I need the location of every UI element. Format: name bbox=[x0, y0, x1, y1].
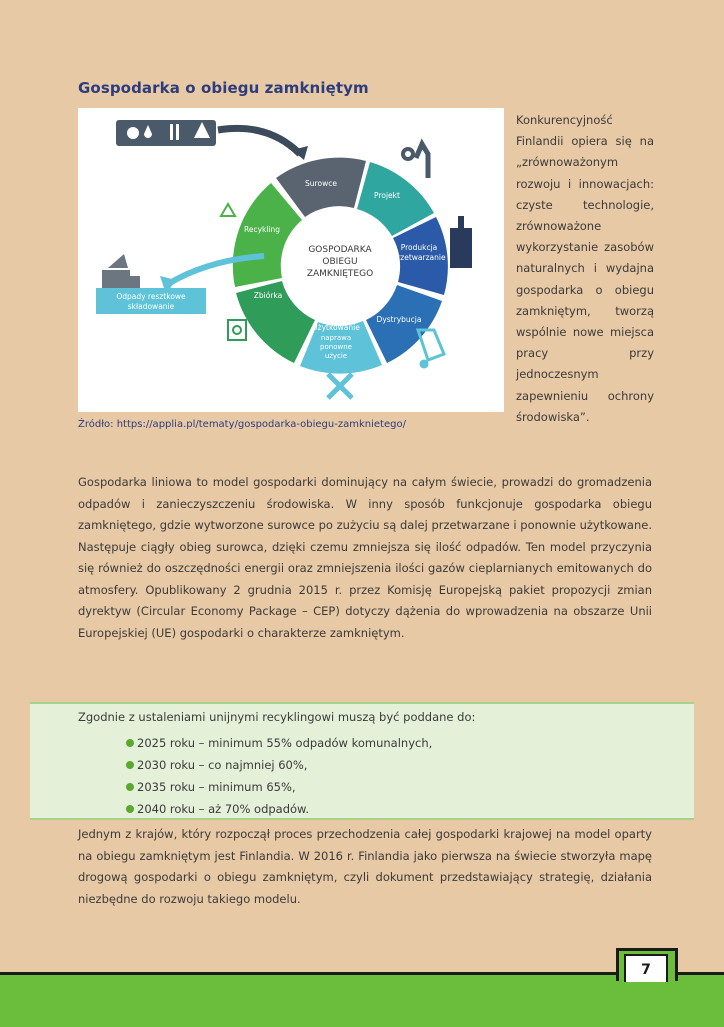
label-zbiorka: Zbiórka bbox=[253, 291, 283, 300]
recycle-bin-icon bbox=[228, 320, 246, 340]
bullet-icon bbox=[126, 805, 134, 813]
input-arrow bbox=[218, 128, 300, 154]
label-uzytkowanie-1: Użytkowanie bbox=[312, 323, 360, 332]
label-produkcja-2: przetwarzanie bbox=[392, 253, 446, 262]
targets-list bbox=[126, 732, 432, 820]
bullet-icon bbox=[126, 739, 134, 747]
label-dystrybucja: Dystrybucja bbox=[376, 315, 422, 324]
target-text: 2035 roku – minimum 65%, bbox=[137, 780, 296, 794]
recycling-targets-box bbox=[30, 702, 694, 820]
page-title: Gospodarka o obiegu zamkniętym bbox=[78, 79, 369, 97]
circular-economy-diagram bbox=[78, 108, 504, 412]
paragraph-2: Jednym z krajów, który rozpoczął proces przechodzenia całej gospodarki krajowej na model oparty na obiegu zamkniętym jest Finlandia. W 2016 r. Finlandia jako pierwsza na świecie stworzyła mapę drogową gospodarki o obiegu zamkniętym, czyli dokument przedstawiający strategię, działania niezbędne do rozwoju takiego modelu. bbox=[78, 827, 652, 906]
page-number: 7 bbox=[624, 954, 668, 982]
label-projekt: Projekt bbox=[374, 191, 400, 200]
waste-label-1: Odpady resztkowe bbox=[116, 292, 186, 301]
source-caption: Źródło: https://applia.pl/tematy/gospodarka-obiegu-zamknietego/ bbox=[78, 419, 406, 430]
target-item bbox=[126, 776, 432, 798]
label-recykling: Recykling bbox=[243, 225, 281, 234]
label-surowce: Surowce bbox=[305, 179, 337, 188]
targets-lead: Zgodnie z ustaleniami unijnymi recyklingowi muszą być poddane do: bbox=[78, 710, 476, 724]
side-text: Konkurencyjność Finlandii opiera się na „zrównoważonym rozwoju i innowacjach: czyste technologie, zrównoważone wykorzystanie zasobów naturalnych i wydajna gospodarka o obiegu zamkniętym, tworzą wspólnie nowe miejsca pracy przy jednoczesnym zapewnieniu ochrony środowiska”. bbox=[516, 113, 654, 424]
label-uzytkowanie-4: użycie bbox=[324, 352, 348, 360]
waste-label-2: składowanie bbox=[127, 302, 175, 311]
target-item bbox=[126, 798, 432, 820]
bullet-icon bbox=[126, 761, 134, 769]
gear-icon bbox=[401, 144, 428, 178]
center-text-2: OBIEGU bbox=[322, 257, 358, 267]
resource-icons bbox=[116, 120, 216, 146]
bullet-icon bbox=[126, 783, 134, 791]
truck-icon bbox=[102, 254, 140, 288]
target-text: 2040 roku – aż 70% odpadów. bbox=[137, 802, 310, 816]
tools-icon bbox=[328, 374, 352, 398]
factory-icon bbox=[450, 216, 472, 268]
target-text: 2030 roku – co najmniej 60%, bbox=[137, 758, 308, 772]
center-text-1: GOSPODARKA bbox=[308, 245, 372, 255]
target-item bbox=[126, 732, 432, 754]
recycle-icon bbox=[221, 204, 235, 216]
center-text-3: ZAMKNIĘTEGO bbox=[306, 269, 374, 279]
paragraph-1: Gospodarka liniowa to model gospodarki dominujący na całym świecie, prowadzi do gromadzenia odpadów i zanieczyszczeniu środowiska. W inny sposób funkcjonuje gospodarka obiegu zamkniętego, gdzie wytworzone surowce po zużyciu są dalej przetwarzane i ponownie użytkowane. Następuje ciągły obieg surowca, dzięki czemu zmniejsza się ilość odpadów. Ten model przyczynia się również do oszczędności energii oraz zmniejszenia ilości gazów cieplarnianych emitowanych do atmosfery. Opublikowany 2 grudnia 2015 r. przez Komisję Europejską pakiet propozycji zmian dyrektyw (Circular Economy Package – CEP) dotyczy dążenia do wprowadzenia na obszarze Unii Europejskiej (UE) gospodarki o charakterze zamkniętym. bbox=[78, 475, 652, 640]
diagram-svg bbox=[78, 108, 504, 412]
label-uzytkowanie-2: naprawa bbox=[320, 334, 352, 342]
target-item bbox=[126, 754, 432, 776]
label-produkcja-1: Produkcja bbox=[400, 243, 438, 252]
target-text: 2025 roku – minimum 55% odpadów komunalnych, bbox=[137, 736, 433, 750]
label-uzytkowanie-3: ponowne bbox=[320, 343, 352, 351]
